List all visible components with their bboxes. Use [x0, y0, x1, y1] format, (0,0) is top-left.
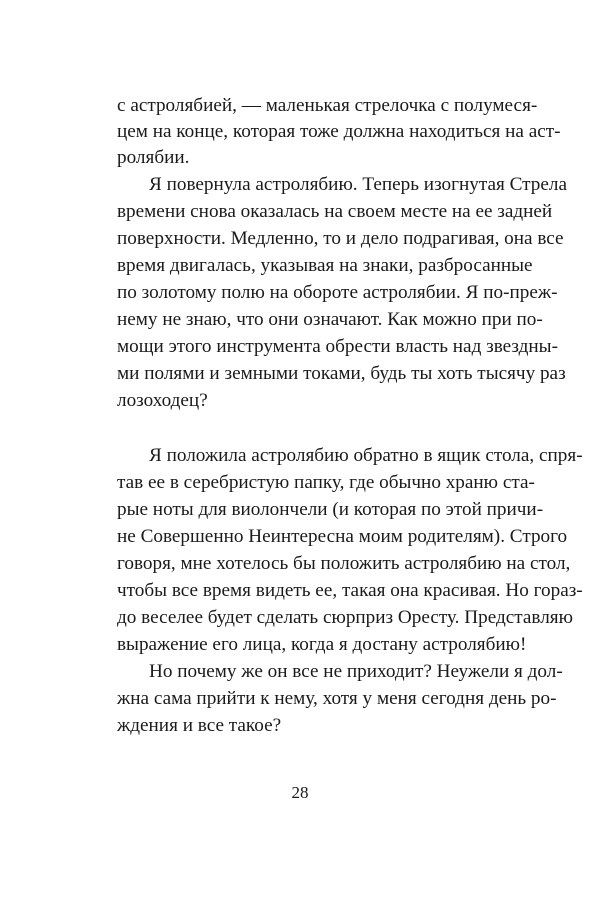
- text-line: мощи этого инструмента обрести власть над звездны-: [117, 336, 558, 357]
- text-line: Я повернула астролябию. Теперь изогнутая Стрела: [149, 174, 567, 195]
- text-line: говоря, мне хотелось бы положить астролябию на стол,: [117, 553, 571, 574]
- text-line: не Совершенно Неинтересна моим родителям). Строго: [117, 526, 568, 547]
- text-line: лозоходец?: [117, 390, 208, 411]
- text-line: выражение его лица, когда я достану астролябию!: [117, 634, 527, 655]
- text-line: цем на конце, которая тоже должна находиться на аст-: [117, 121, 561, 142]
- text-line: чтобы все время видеть ее, такая она красивая. Но гораз-: [117, 580, 583, 601]
- text-line: ми полями и земными токами, будь ты хоть тысячу раз: [117, 363, 566, 384]
- text-line: Я положила астролябию обратно в ящик стола, спря-: [149, 445, 583, 466]
- text-line: тав ее в серебристую папку, где обычно храню ста-: [117, 472, 535, 493]
- text-line: нему не знаю, что они означают. Как можно при по-: [117, 309, 543, 330]
- text-line: времени снова оказалась на своем месте на ее задней: [117, 201, 553, 222]
- text-line: с астролябией, — маленькая стрелочка с полумеся-: [117, 95, 538, 116]
- text-line: жна сама прийти к нему, хотя у меня сегодня день ро-: [117, 688, 557, 709]
- text-line: время двигалась, указывая на знаки, разбросанные: [117, 255, 533, 276]
- text-line: рые ноты для виолончели (и которая по этой причи-: [117, 499, 544, 520]
- text-line: ждения и все такое?: [117, 715, 282, 736]
- text-line: по золотому полю на обороте астролябии. Я по-преж-: [117, 282, 558, 303]
- text-line: Но почему же он все не приходит? Неужели я дол-: [149, 661, 563, 682]
- text-line: ролябии.: [117, 147, 190, 168]
- text-line: до веселее будет сделать сюрприз Оресту. Представляю: [117, 607, 573, 628]
- text-line: поверхности. Медленно, то и дело подрагивая, она все: [117, 228, 564, 249]
- page-number: 28: [291, 783, 309, 802]
